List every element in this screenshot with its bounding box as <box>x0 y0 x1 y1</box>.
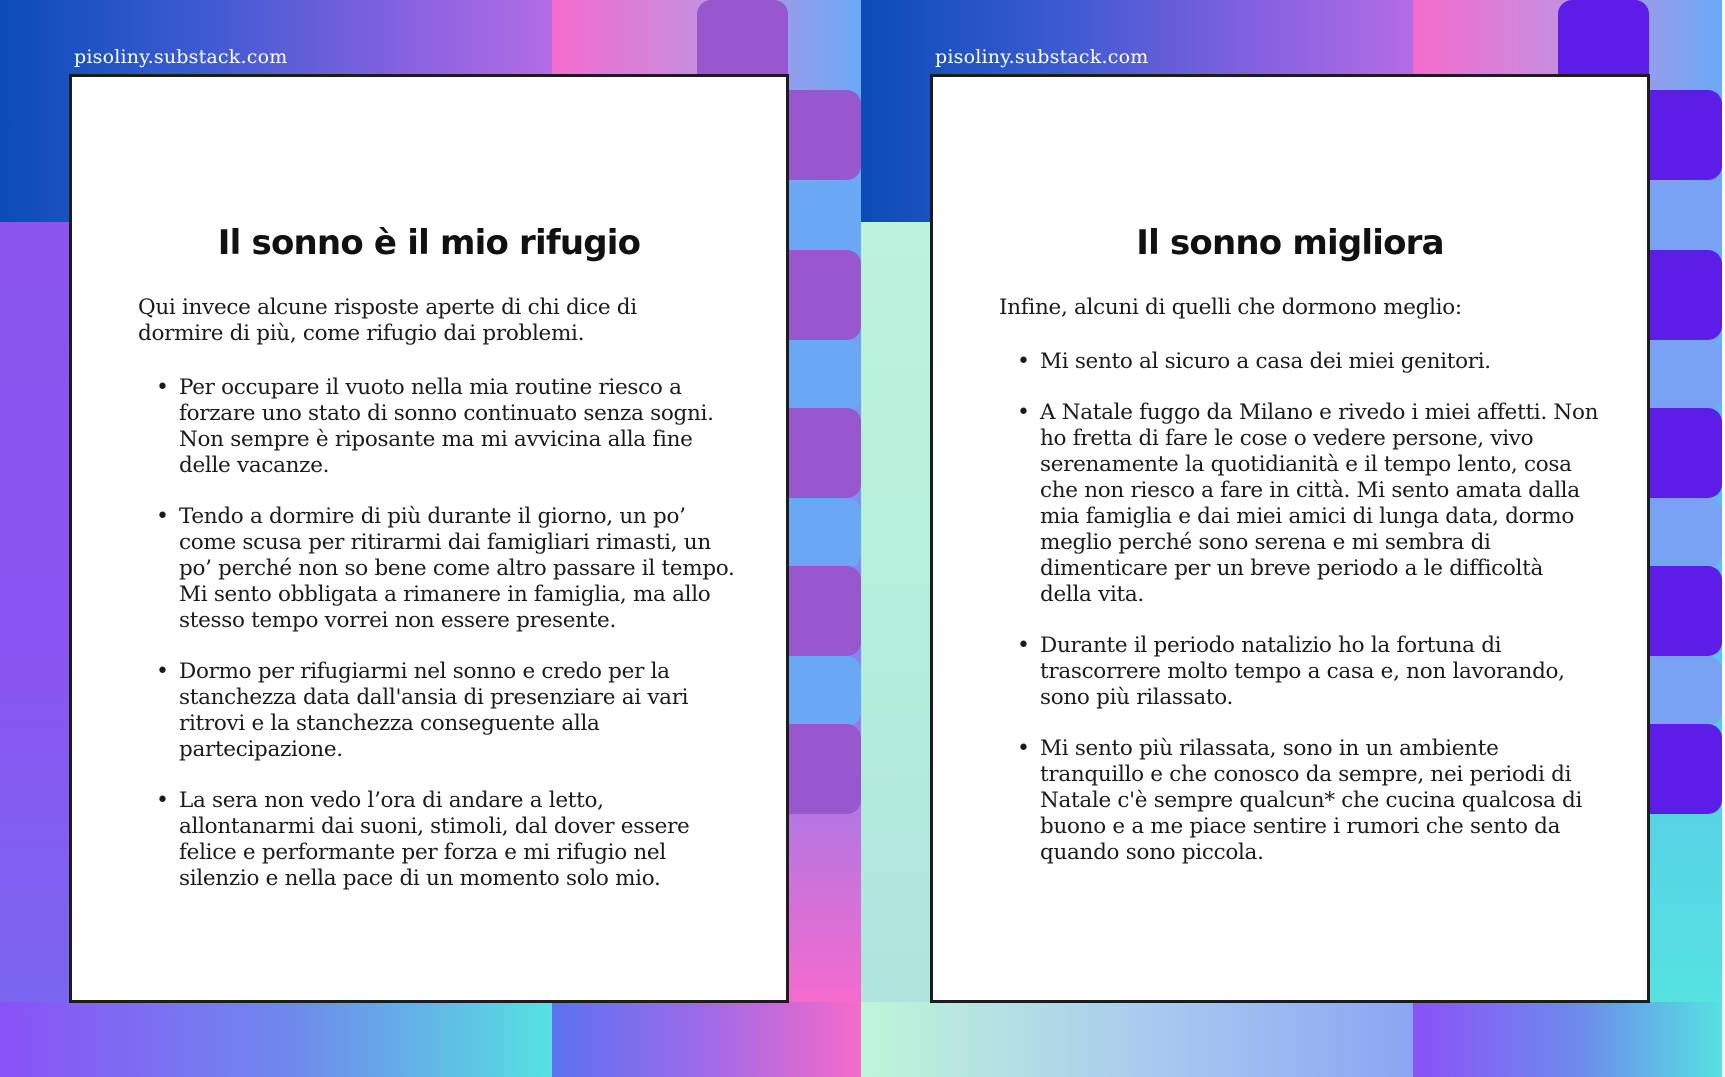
binder-tab <box>697 0 788 80</box>
card-intro: Infine, alcuni di quelli che dormono meglio: <box>999 295 1462 320</box>
binder-tab <box>788 182 861 252</box>
background-block <box>0 1002 552 1077</box>
binder-tab <box>1649 498 1722 568</box>
list-item: • Mi sento al sicuro a casa dei miei genitori. <box>999 349 1599 375</box>
quote-list <box>138 375 738 917</box>
card-title: Il sonno migliora <box>1136 223 1444 263</box>
background-block <box>0 222 80 1002</box>
binder-tab <box>788 656 861 726</box>
background-block <box>861 222 941 1002</box>
background-block <box>552 1002 861 1077</box>
slide-right <box>861 0 1722 1077</box>
background-block <box>861 1002 1413 1077</box>
binder-tab <box>1649 566 1722 656</box>
binder-tab <box>788 340 861 410</box>
card-intro: Qui invece alcune risposte aperte di chi dice di dormire di più, come rifugio dai problemi. <box>138 295 637 346</box>
list-item: • Per occupare il vuoto nella mia routine riesco a forzare uno stato di sonno continuato senza sogni. Non sempre è riposante ma mi avvicina alla fine delle vacanze. <box>138 375 738 479</box>
binder-tab <box>1649 340 1722 410</box>
binder-tab <box>1649 182 1722 252</box>
card-sonno-migliora <box>930 74 1650 1003</box>
binder-tab <box>1649 408 1722 498</box>
binder-tab <box>1649 656 1722 726</box>
binder-tab <box>788 498 861 568</box>
binder-tab <box>1649 90 1722 180</box>
binder-tab <box>788 408 861 498</box>
binder-tab <box>1649 724 1722 814</box>
binder-tab <box>788 250 861 340</box>
card-title: Il sonno è il mio rifugio <box>217 223 641 263</box>
list-item: • A Natale fuggo da Milano e rivedo i miei affetti. Non ho fretta di fare le cose o vedere persone, vivo serenamente la quotidianità e il tempo lento, cosa che non riesco a fare in città. Mi sento amata dalla mia famiglia e dai miei amici di lunga data, dormo meglio perché sono serena e mi sembra di dimenticare per un breve periodo a le difficoltà della vita. <box>999 400 1599 608</box>
card-sonno-rifugio <box>69 74 789 1003</box>
list-item: • Durante il periodo natalizio ho la fortuna di trascorrere molto tempo a casa e, non lavorando, sono più rilassato. <box>999 633 1599 711</box>
binder-tab <box>1649 250 1722 340</box>
binder-tab <box>788 566 861 656</box>
list-item: • Tendo a dormire di più durante il giorno, un po’ come scusa per ritirarmi dai famigliari rimasti, un po’ perché non so bene come altro passare il tempo. Mi sento obbligata a rimanere in famiglia, ma allo stesso tempo vorrei non essere presente. <box>138 504 738 634</box>
list-item: • Mi sento più rilassata, sono in un ambiente tranquillo e che conosco da sempre, nei periodi di Natale c'è sempre qualcun* che cucina qualcosa di buono e a me piace sentire i rumori che sento da quando sono piccola. <box>999 736 1599 866</box>
quote-list <box>999 349 1599 891</box>
site-label: pisoliny.substack.com <box>935 46 1149 68</box>
list-item: • La sera non vedo l’ora di andare a letto, allontanarmi dai suoni, stimoli, dal dover essere felice e performante per forza e mi rifugio nel silenzio e nella pace di un momento solo mio. <box>138 788 738 892</box>
background-block <box>1413 1002 1722 1077</box>
binder-tab <box>788 724 861 814</box>
site-label: pisoliny.substack.com <box>74 46 288 68</box>
list-item: • Dormo per rifugiarmi nel sonno e credo per la stanchezza data dall'ansia di presenziare ai vari ritrovi e la stanchezza conseguente alla partecipazione. <box>138 659 738 763</box>
slide-left <box>0 0 861 1077</box>
binder-tab <box>788 90 861 180</box>
binder-tab <box>1558 0 1649 80</box>
